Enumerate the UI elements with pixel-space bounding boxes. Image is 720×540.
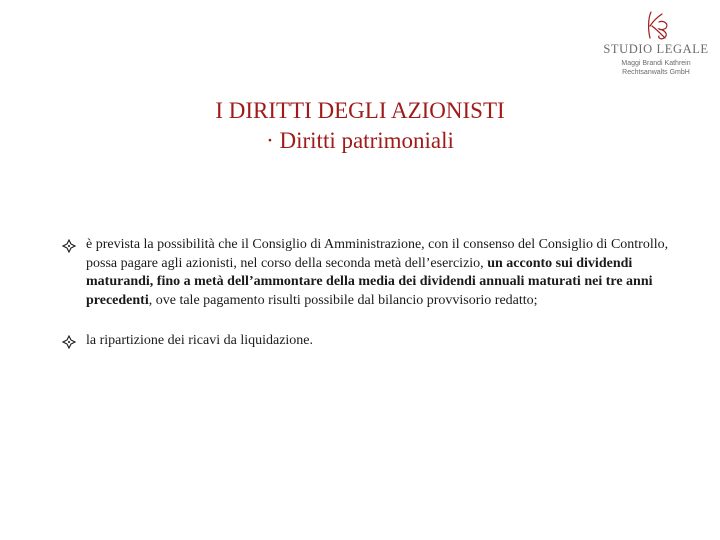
bullet-list [62,236,672,373]
item-text-part2: , ove tale pagamento risulti possibile dal bilancio provvisorio redatto; [148,292,538,308]
item-text-part1: è prevista la possibilità che il Consiglio di Amministrazione, con il consenso del Consiglio di Controllo, possa pagare agli azionisti, nel corso della seconda metà dell’esercizio, [86,237,669,271]
item-text-bold: un acconto sui dividendi maturandi, fino a metà dell’ammontare della media dei dividendi annuali maturati nei tre anni precedenti [86,255,653,308]
kb-monogram-icon [639,8,673,42]
diamond-bullet-icon [62,335,76,349]
studio-logo [596,8,716,78]
diamond-bullet-icon [62,239,76,253]
slide-title [0,96,720,156]
title-subtitle: · Diritti patrimoniali [266,128,454,153]
item-text: la ripartizione dei ricavi da liquidazione. [86,333,314,348]
title-main: I DIRITTI DEGLI AZIONISTI [215,98,505,123]
list-item [62,236,672,310]
logo-subtitle-line1: Maggi Brandi Kathrein [621,60,691,67]
logo-subtitle-line2: Rechtsanwalts GmbH [622,69,690,76]
logo-name: STUDIO LEGALE [603,42,709,56]
list-item [62,332,672,351]
